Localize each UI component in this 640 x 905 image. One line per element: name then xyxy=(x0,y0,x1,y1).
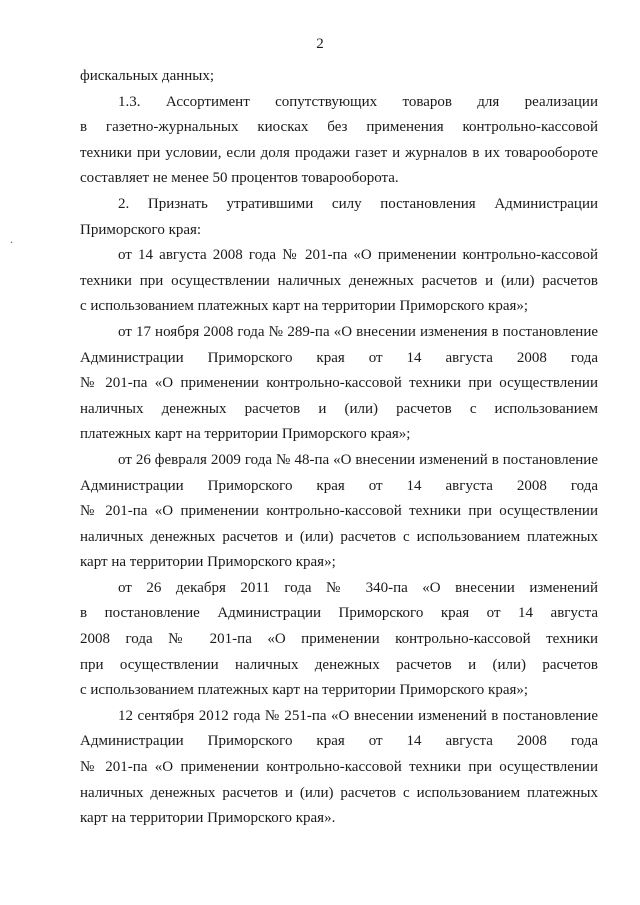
text-line: от 14 августа 2008 года № 201-па «О применении контрольно-кассовой xyxy=(118,247,598,264)
document-body xyxy=(80,64,598,832)
text-line: карт на территории Приморского края»; xyxy=(80,554,336,571)
text-line: наличных денежных расчетов и (или) расчетов с использованием xyxy=(80,400,598,417)
text-line: от 17 ноября 2008 года № 289-па «О внесении изменения в постановление xyxy=(118,323,598,340)
repealed-act-48-pa xyxy=(80,448,598,474)
repealed-act-48-pa-end xyxy=(80,550,598,576)
repealed-act-251-pa xyxy=(80,704,598,730)
repealed-act-289-pa xyxy=(80,320,598,346)
repealed-act-289-pa-end xyxy=(80,422,598,448)
text-line: Приморского края: xyxy=(80,221,202,238)
text-line: № 201-па «О применении контрольно-кассовой техники при осуществлении xyxy=(80,503,598,520)
paragraph-1-3-assortment-cont xyxy=(80,115,598,141)
repealed-act-289-pa-cont xyxy=(80,346,598,372)
text-line: техники при осуществлении наличных денежных расчетов и (или) расчетов xyxy=(80,272,598,289)
text-line: Администрации Приморского края от 14 августа 2008 года xyxy=(80,477,598,494)
paragraph-2-repeal-end xyxy=(80,218,598,244)
paragraph-1-3-assortment-cont xyxy=(80,141,598,167)
text-line: наличных денежных расчетов и (или) расчетов с использованием платежных xyxy=(80,528,598,545)
repealed-act-251-pa-cont xyxy=(80,755,598,781)
paragraph-fiscal-data-end xyxy=(80,64,598,90)
repealed-act-201-pa-end xyxy=(80,294,598,320)
repealed-act-48-pa-cont xyxy=(80,525,598,551)
text-line: техники при условии, если доля продажи газет и журналов в их товарообороте xyxy=(80,144,598,161)
repealed-act-340-pa-cont xyxy=(80,627,598,653)
text-line: платежных карт на территории Приморского края»; xyxy=(80,426,411,443)
repealed-act-48-pa-cont xyxy=(80,474,598,500)
text-line: 1.3. Ассортимент сопутствующих товаров для реализации xyxy=(118,93,598,110)
text-line: фискальных данных; xyxy=(80,68,215,84)
text-line: в постановление Администрации Приморского края от 14 августа xyxy=(80,605,598,622)
text-line: Администрации Приморского края от 14 августа 2008 года xyxy=(80,349,598,366)
repealed-act-289-pa-cont xyxy=(80,397,598,423)
repealed-act-289-pa-cont xyxy=(80,371,598,397)
paragraph-2-repeal xyxy=(80,192,598,218)
repealed-act-340-pa-cont xyxy=(80,653,598,679)
text-line: от 26 февраля 2009 года № 48-па «О внесении изменений в постановление xyxy=(118,451,598,468)
text-line: наличных денежных расчетов и (или) расчетов с использованием платежных xyxy=(80,784,598,801)
text-line: 2008 года № 201-па «О применении контрольно-кассовой техники xyxy=(80,631,598,648)
text-line: при осуществлении наличных денежных расчетов и (или) расчетов xyxy=(80,656,598,673)
text-line: № 201-па «О применении контрольно-кассовой техники при осуществлении xyxy=(80,375,598,392)
repealed-act-340-pa-end xyxy=(80,678,598,704)
text-line: составляет не менее 50 процентов товарооборота. xyxy=(80,170,399,187)
repealed-act-251-pa-end xyxy=(80,806,598,832)
repealed-act-48-pa-cont xyxy=(80,499,598,525)
repealed-act-201-pa xyxy=(80,243,598,269)
repealed-act-340-pa xyxy=(80,576,598,602)
page-number: 2 xyxy=(316,36,324,52)
margin-mark: . xyxy=(10,232,13,246)
paragraph-1-3-assortment-end xyxy=(80,166,598,192)
text-line: с использованием платежных карт на территории Приморского края»; xyxy=(80,682,529,699)
text-line: № 201-па «О применении контрольно-кассовой техники при осуществлении xyxy=(80,759,598,776)
repealed-act-201-pa-cont xyxy=(80,269,598,295)
repealed-act-251-pa-cont xyxy=(80,781,598,807)
repealed-act-251-pa-cont xyxy=(80,729,598,755)
text-line: в газетно-журнальных киосках без применения контрольно-кассовой xyxy=(80,119,598,136)
paragraph-1-3-assortment xyxy=(80,90,598,116)
text-line: с использованием платежных карт на территории Приморского края»; xyxy=(80,298,529,315)
text-line: карт на территории Приморского края». xyxy=(80,810,336,827)
text-line: Администрации Приморского края от 14 августа 2008 года xyxy=(80,733,598,750)
text-line: 2. Признать утратившими силу постановления Администрации xyxy=(118,195,598,212)
text-line: 12 сентября 2012 года № 251-па «О внесении изменений в постановление xyxy=(118,707,598,724)
repealed-act-340-pa-cont xyxy=(80,601,598,627)
text-line: от 26 декабря 2011 года № 340-па «О внесении изменений xyxy=(118,579,598,596)
